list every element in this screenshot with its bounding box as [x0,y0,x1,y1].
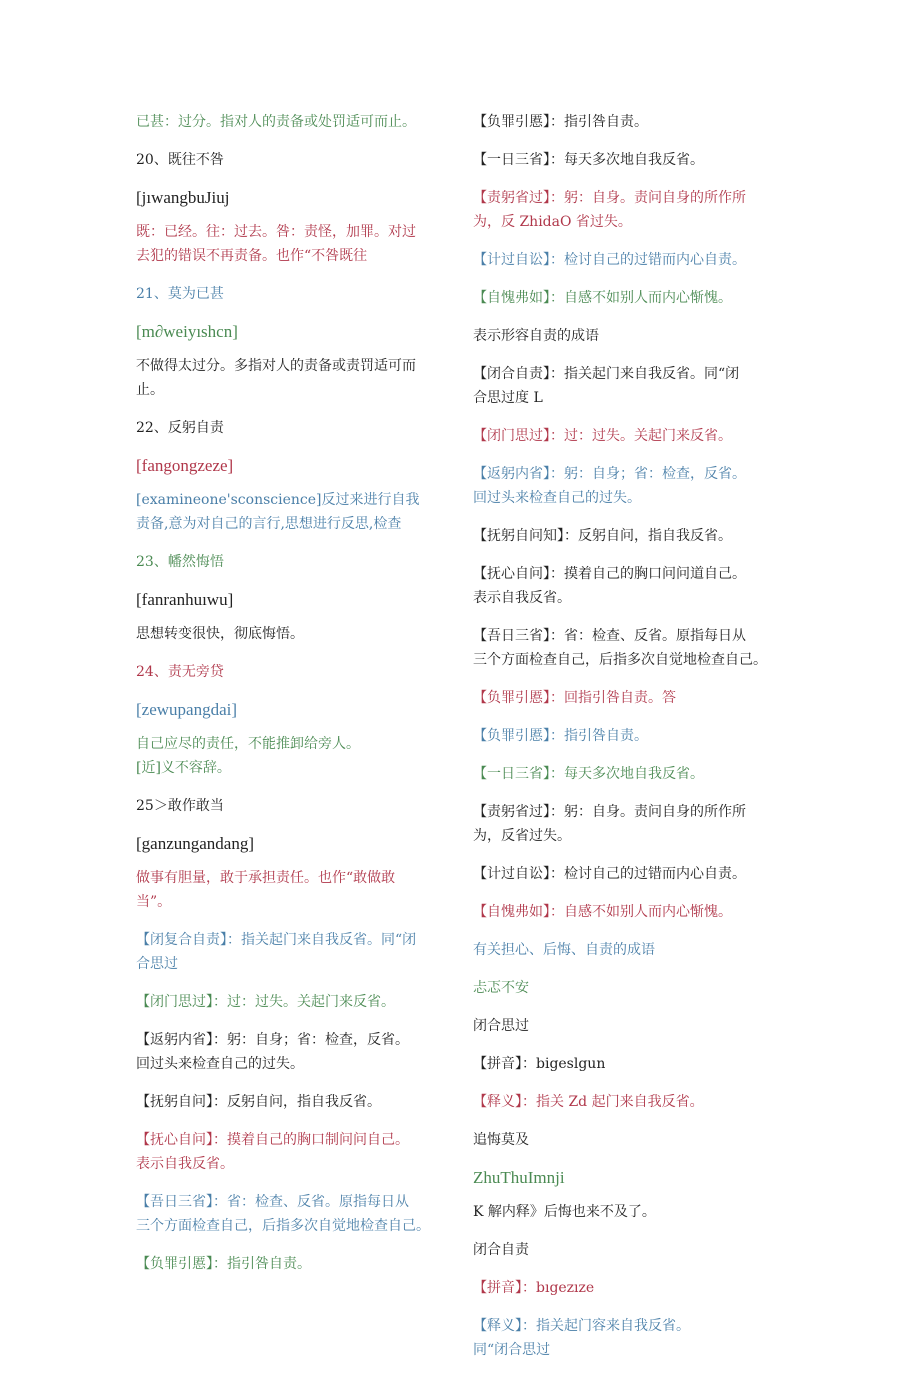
right-column [473,110,803,1376]
text-line: [jıwangbuJiuj [136,188,230,207]
text-line: 【闭合自责】：指关起门来自我反省。同“闭 [473,366,740,382]
text-line: 【闭复合自责】：指关起门来自我反省。同“闭 [136,932,417,948]
text-line: 【责躬省过】：躬：自身。责问自身的所作所 [473,190,746,206]
text-line: 23、幡然悔悟 [136,554,224,570]
text-line: ZhuThuImnji [473,1168,565,1187]
text-line: 既：已经。往：过去。咎：责怪，加罪。对过 [136,224,416,240]
right-paragraph [473,762,803,786]
text-line: 【计过自讼】：检讨自己的过错而内心自责。 [473,866,746,882]
left-paragraph [136,832,461,856]
left-paragraph [136,416,461,440]
text-line: 【一日三省】：每天多次地自我反省。 [473,766,704,782]
right-paragraph [473,110,803,134]
text-line: 止。 [136,382,164,398]
left-paragraph [136,660,461,684]
right-paragraph [473,862,803,886]
right-paragraph [473,524,803,548]
left-paragraph [136,220,461,268]
left-paragraph [136,354,461,402]
text-line: 有关担心、后悔、自责的成语 [473,942,655,958]
right-paragraph [473,1014,803,1038]
text-line: 【一日三省】：每天多次地自我反省。 [473,152,704,168]
text-line: 25＞敢作敢当 [136,798,224,814]
text-line: 闭合思过 [473,1018,529,1034]
text-line: 自己应尽的责任，不能推卸给旁人。 [136,736,360,752]
right-paragraph [473,976,803,1000]
text-line: 【抚心自问】：摸着自己的胸口制问问自己。 [136,1132,409,1148]
text-line: 追悔莫及 [473,1132,529,1148]
right-paragraph [473,900,803,924]
text-line: 【自愧弗如】：自感不如别人而内心惭愧。 [473,904,732,920]
left-paragraph [136,1028,461,1076]
left-paragraph [136,732,461,780]
text-line: 已甚：过分。指对人的责备或处罚适可而止。 [136,114,416,130]
text-line: 【闭门思过】：过：过失。关起门来反省。 [136,994,395,1010]
left-paragraph [136,1128,461,1176]
text-line: 【负罪引慝】：指引咎自责。 [473,728,648,744]
text-line: 表示自我反省。 [473,590,571,606]
text-line: 回过头来检查自己的过失。 [473,490,641,506]
text-line: 21、莫为已甚 [136,286,224,302]
text-line: 当”。 [136,894,172,910]
left-paragraph [136,186,461,210]
right-paragraph [473,462,803,510]
text-line: 思想转变很快，彻底悔悟。 [136,626,304,642]
text-line: 【吾日三省】：省：检查、反省。原指每日从 [136,1194,409,1210]
text-line: 做事有胆量，敢于承担责任。也作“敢做敢 [136,870,396,886]
text-line: K 解内释》后悔也来不及了。 [473,1204,656,1220]
text-line: [zewupangdai] [136,700,238,719]
left-paragraph [136,1090,461,1114]
text-line: [examineone'sconscience]反过来进行自我 [136,492,420,508]
left-column [136,110,461,1290]
left-paragraph [136,622,461,646]
left-paragraph [136,588,461,612]
text-line: 【负罪引慝】：回指引咎自责。答 [473,690,676,706]
left-paragraph [136,698,461,722]
text-line: 责备,意为对自己的言行,思想进行反思,检查 [136,516,402,532]
text-line: [ganzungandang] [136,834,255,853]
text-line: [m∂weiyıshcn] [136,322,238,341]
text-line: 【抚心自问】：摸着自己的胸口问问道自己。 [473,566,746,582]
text-line: 【拼音】：bigeslgun [473,1056,606,1072]
right-paragraph [473,1090,803,1114]
text-line: 【返躬内省】：躬：自身；省：检查，反省。 [136,1032,409,1048]
text-line: 【释义】：指关 Zd 起门来自我反省。 [473,1094,704,1110]
right-paragraph [473,1276,803,1300]
right-paragraph [473,624,803,672]
left-paragraph [136,1252,461,1276]
text-line: 三个方面检查自己，后指多次自觉地检查自己。 [473,652,767,668]
text-line: 忐忑不安 [473,980,529,996]
text-line: 【拼音】：bıgezıze [473,1280,595,1296]
left-paragraph [136,1190,461,1238]
right-paragraph [473,324,803,348]
right-paragraph [473,1238,803,1262]
text-line: 表示自我反省。 [136,1156,234,1172]
left-paragraph [136,454,461,478]
text-line: 【抚躬自问知】：反躬自问，指自我反省。 [473,528,732,544]
text-line: 【负罪引慝】：指引咎自责。 [136,1256,311,1272]
right-paragraph [473,424,803,448]
left-paragraph [136,928,461,976]
left-paragraph [136,282,461,306]
text-line: 合思过度 L [473,390,543,406]
left-paragraph [136,794,461,818]
left-paragraph [136,866,461,914]
text-line: 【抚躬自问】：反躬自问，指自我反省。 [136,1094,381,1110]
right-paragraph [473,148,803,172]
right-paragraph [473,1052,803,1076]
text-line: 不做得太过分。多指对人的责备或责罚适可而 [136,358,416,374]
text-line: 22、反躬自责 [136,420,224,436]
text-line: [近]义不容辞。 [136,760,231,776]
right-paragraph [473,800,803,848]
left-paragraph [136,320,461,344]
left-paragraph [136,990,461,1014]
right-paragraph [473,1128,803,1152]
right-paragraph [473,686,803,710]
text-line: 去犯的错误不再责备。也作“不咎既往 [136,248,368,264]
text-line: 【闭门思过】：过：过失。关起门来反省。 [473,428,732,444]
text-line: 为，反 ZhidaO 省过失。 [473,214,632,230]
right-paragraph [473,186,803,234]
text-line: 三个方面检查自己，后指多次自觉地检查自己。 [136,1218,430,1234]
text-line: [fangongzeze] [136,456,234,475]
text-line: 24、责无旁贷 [136,664,224,680]
text-line: 【负罪引慝】：指引咎自责。 [473,114,648,130]
right-paragraph [473,724,803,748]
text-line: [fanranhuıwu] [136,590,234,609]
right-paragraph [473,562,803,610]
text-line: 闭合自责 [473,1242,529,1258]
right-paragraph [473,1166,803,1190]
text-line: 20、既往不咎 [136,152,224,168]
text-line: 表示形容自责的成语 [473,328,599,344]
right-paragraph [473,248,803,272]
text-line: 【责躬省过】：躬：自身。责问自身的所作所 [473,804,746,820]
text-line: 【返躬内省】：躬：自身；省：检查，反省。 [473,466,746,482]
right-paragraph [473,1200,803,1224]
text-line: 【释义】：指关起门容来自我反省。 [473,1318,690,1334]
right-paragraph [473,362,803,410]
left-paragraph [136,148,461,172]
text-line: 为，反省过失。 [473,828,571,844]
text-line: 合思过 [136,956,178,972]
text-line: 回过头来检查自己的过失。 [136,1056,304,1072]
text-line: 【自愧弗如】：自感不如别人而内心惭愧。 [473,290,732,306]
left-paragraph [136,550,461,574]
text-line: 【计过自讼】：检讨自己的过错而内心自责。 [473,252,746,268]
left-paragraph [136,488,461,536]
text-line: 【吾日三省】：省：检查、反省。原指每日从 [473,628,746,644]
right-paragraph [473,938,803,962]
text-line: 同“闭合思过 [473,1342,551,1358]
right-paragraph [473,1314,803,1362]
right-paragraph [473,286,803,310]
left-paragraph [136,110,461,134]
